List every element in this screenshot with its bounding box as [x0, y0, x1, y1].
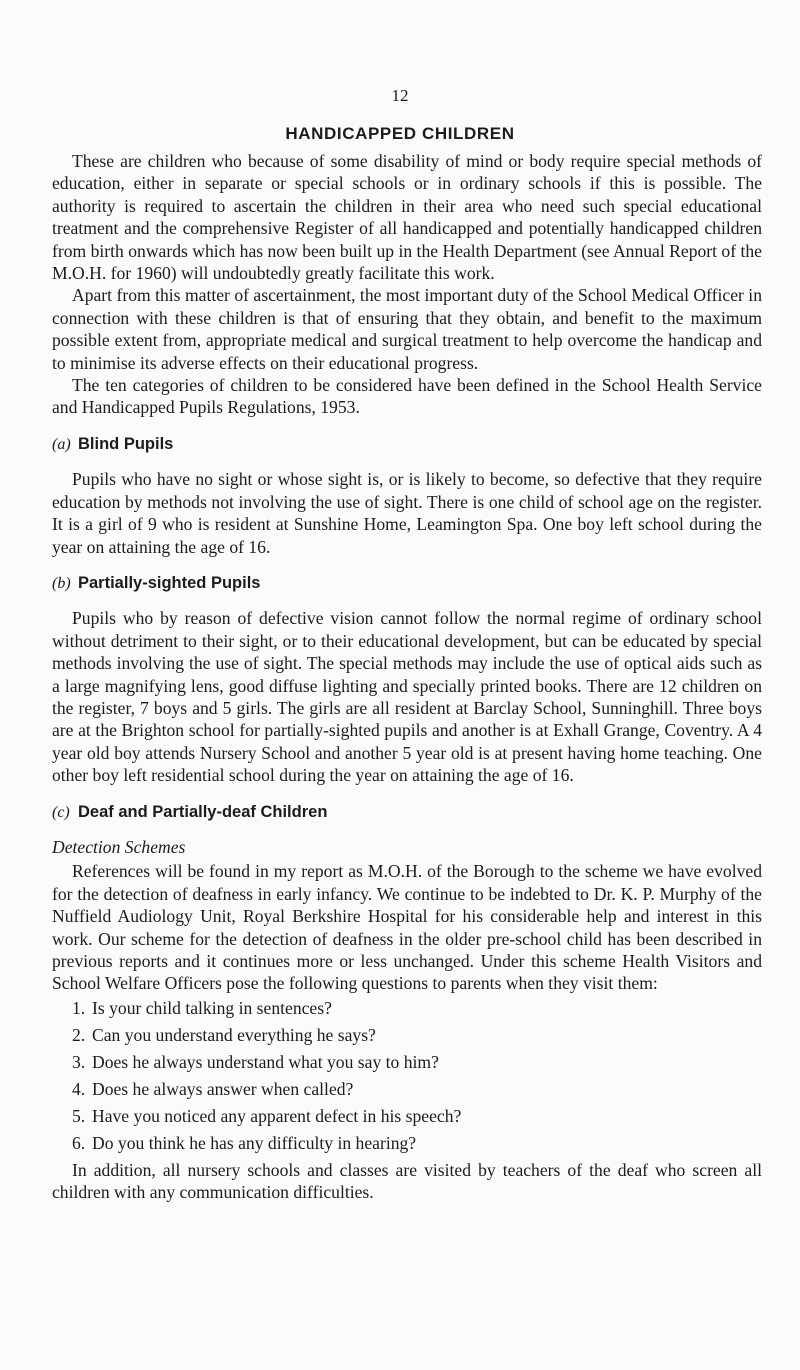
question-number: 3. — [72, 1051, 86, 1072]
page-number: 12 — [391, 86, 409, 105]
section-b-title: Partially-sighted Pupils — [78, 573, 261, 592]
list-item — [52, 997, 762, 1019]
list-item — [52, 1132, 762, 1154]
question-text: Have you noticed any apparent defect in his speech? — [92, 1105, 462, 1126]
section-b-paragraph: Pupils who by reason of defective vision cannot follow the normal regime of ordinary school without detriment to their sight, or to their educational development, but can be educated by special methods involving the use of sight. The special methods may include the use of optical aids such as a large magnifying lens, good diffuse lighting and specially printed books. There are 12 children on the register, 7 boys and 5 girls. The girls are all resident at Barclay School, Sunninghill. Three boys are at the Brighton school for partially-sighted pupils and another is at Exhall Grange, Coventry. A 4 year old boy attends Nursery School and another 5 year old is at present having home teaching. One other boy left residential school during the year on attaining the age of 16. — [52, 608, 762, 786]
section-b-heading — [52, 572, 762, 595]
intro-paragraph-3: The ten categories of children to be considered have been defined in the School Health Service and Handicapped Pupils Regulations, 1953. — [52, 375, 762, 418]
section-c-closing-paragraph: In addition, all nursery schools and classes are visited by teachers of the deaf who screen all children with any communication difficulties. — [52, 1159, 762, 1203]
list-item — [52, 1051, 762, 1073]
section-c-heading — [52, 801, 762, 824]
question-number: 1. — [72, 997, 86, 1018]
page-title: HANDICAPPED CHILDREN — [285, 124, 515, 143]
section-c-subheading: Detection Schemes — [52, 836, 186, 857]
question-text: Can you understand everything he says? — [92, 1024, 376, 1045]
section-a-title: Blind Pupils — [78, 434, 174, 453]
section-c-marker: (c) — [52, 803, 70, 821]
question-number: 6. — [72, 1132, 86, 1153]
list-item — [52, 1024, 762, 1046]
intro-paragraph-1: These are children who because of some disability of mind or body require special methods of education, either in separate or special schools or in ordinary schools if this is possible. The authority is required to ascertain the children in their area who need such special educational treatment and the comprehensive Register of all handicapped and potentially handicapped children from birth onwards which has now been built up in the Health Department (see Annual Report of the M.O.H. for 1960) will undoubtedly greatly facilitate this work. — [52, 151, 762, 284]
question-number: 5. — [72, 1105, 86, 1126]
section-a-heading — [52, 433, 762, 456]
section-a-marker: (a) — [52, 435, 71, 453]
document-body — [52, 150, 762, 1204]
question-text: Is your child talking in sentences? — [92, 997, 332, 1018]
question-text: Do you think he has any difficulty in hearing? — [92, 1132, 417, 1153]
question-number: 2. — [72, 1024, 86, 1045]
section-c-title: Deaf and Partially-deaf Children — [78, 802, 328, 821]
question-list — [52, 997, 762, 1154]
list-item — [52, 1078, 762, 1100]
section-c-paragraph: References will be found in my report as M.O.H. of the Borough to the scheme we have evolved for the detection of deafness in early infancy. We continue to be indebted to Dr. K. P. Murphy of the Nuffield Audiology Unit, Royal Berkshire Hospital for his considerable help and interest in this work. Our scheme for the detection of deafness in the older pre-school child has been described in previous reports and it continues more or less unchanged. Under this scheme Health Visitors and School Welfare Officers pose the following questions to parents when they visit them: — [52, 861, 762, 994]
section-b-marker: (b) — [52, 574, 71, 592]
question-number: 4. — [72, 1078, 86, 1099]
question-text: Does he always answer when called? — [92, 1078, 354, 1099]
section-a-paragraph: Pupils who have no sight or whose sight is, or is likely to become, so defective that they require education by methods not involving the use of sight. There is one child of school age on the register. It is a girl of 9 who is resident at Sunshine Home, Leamington Spa. One boy left school during the year on attaining the age of 16. — [52, 469, 762, 557]
intro-paragraph-2: Apart from this matter of ascertainment, the most important duty of the School Medical Officer in connection with these children is that of ensuring that they obtain, and benefit to the maximum possible extent from, appropriate medical and surgical treatment to help overcome the handicap and to minimise its adverse effects on their educational progress. — [52, 285, 762, 373]
list-item — [52, 1105, 762, 1127]
question-text: Does he always understand what you say to him? — [92, 1051, 439, 1072]
